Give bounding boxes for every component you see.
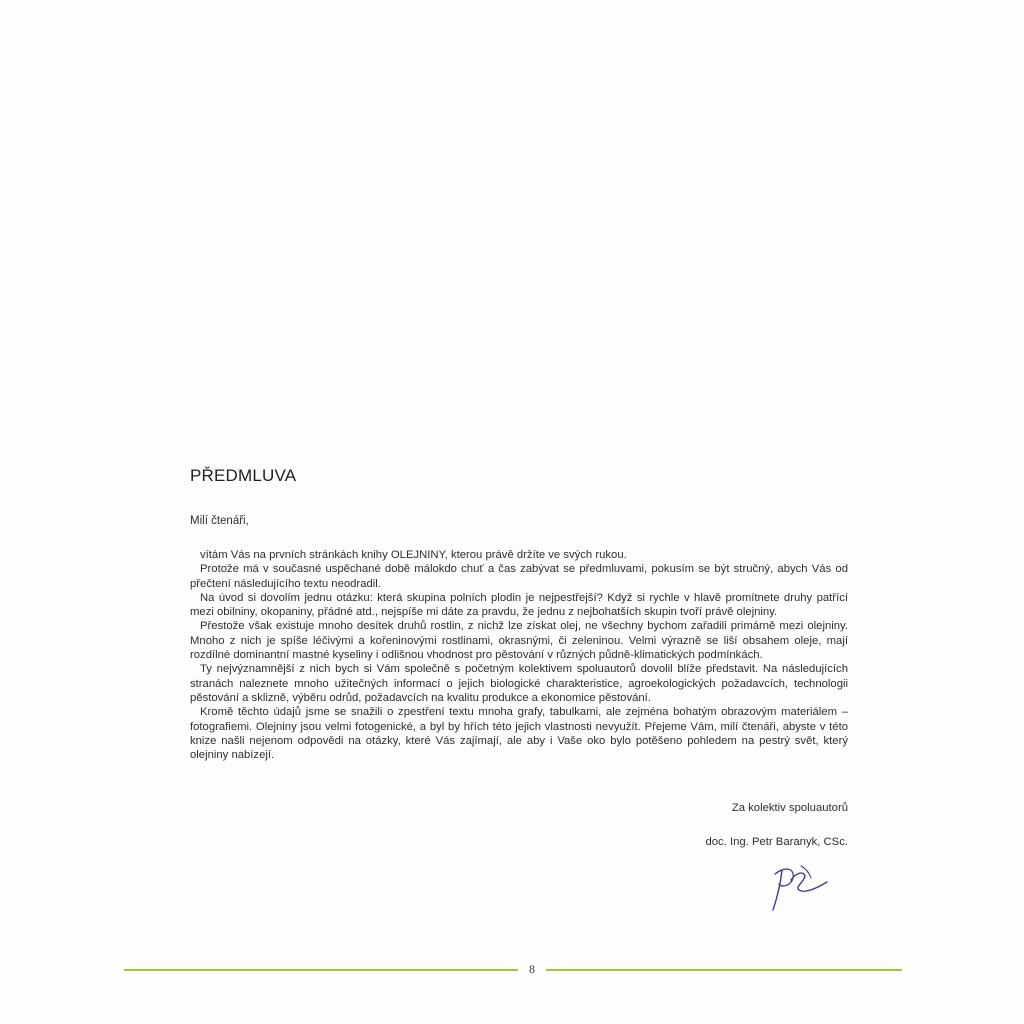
signature-stroke xyxy=(801,866,811,878)
closing-line: Za kolektiv spoluautorů xyxy=(731,802,848,814)
paragraph: Protože má v současné uspěchané době málokdo chuť a čas zabývat se předmluvami, pokusím se být stručný, abych Vás od přečtení následujícího textu neodradil. xyxy=(190,563,848,590)
paragraph: vítám Vás na prvních stránkách knihy OLEJNINY, kterou právě držíte ve svých rukou. xyxy=(200,549,627,561)
salutation: Milí čtenáři, xyxy=(190,515,249,527)
footer-divider-right xyxy=(546,969,902,971)
signature-stroke xyxy=(773,869,827,910)
preface-body xyxy=(190,548,848,762)
page-title: PŘEDMLUVA xyxy=(190,466,297,485)
author-name: doc. Ing. Petr Baranyk, CSc. xyxy=(705,836,848,848)
footer-divider-left xyxy=(124,969,518,971)
paragraph: Ty nejvýznamnější z nich bych si Vám společně s početným kolektivem spoluautorů dovolil blíže představit. Na následujících stranách naleznete mnoho užitečných informací o jejich biologické charakteristice, agroekologických požadavcích, technologii pěstování a sklizně, výběru odrůd, požadavcích na kvalitu produkce a ekonomice pěstování. xyxy=(190,663,848,704)
signature-image xyxy=(765,860,835,915)
paragraph: Přestože však existuje mnoho desítek druhů rostlin, z nichž lze získat olej, ne všechny bychom zařadili primárně mezi olejniny. Mnoho z nich je spíše léčivými a kořeninovými rostlinami, okrasnými, či zeleninou. Velmi výrazně se liší obsahem oleje, mají rozdílné dominantní mastné kyseliny i odlišnou vhodnost pro pěstování v různých půdně-klimatických podmínkách. xyxy=(190,620,848,662)
paragraph: Kromě těchto údajů jsme se snažili o zpestření textu mnoha grafy, tabulkami, ale zejména bohatým obrazovým materiálem – fotografiemi. Olejniny jsou velmi fotogenické, a byl by hřích této jejich vlastnosti nevyužít. Přejeme Vám, milí čtenáři, abyste v této knize našli nejenom odpovědi na otázky, které Vás zajímají, ale aby i Vaše oko bylo potěšeno pohledem na pestrý svět, který olejniny nabízejí. xyxy=(190,706,848,762)
paragraph: Na úvod si dovolím jednu otázku: která skupina polních plodin je nejpestřejší? Když si rychle v hlavě promítnete druhy patřící mezi obilniny, okopaniny, přádné atd., nejspíše mi dáte za pravdu, že jednu z nejbohatších skupin tvoří právě olejniny. xyxy=(190,591,848,619)
page-number: 8 xyxy=(529,962,535,976)
